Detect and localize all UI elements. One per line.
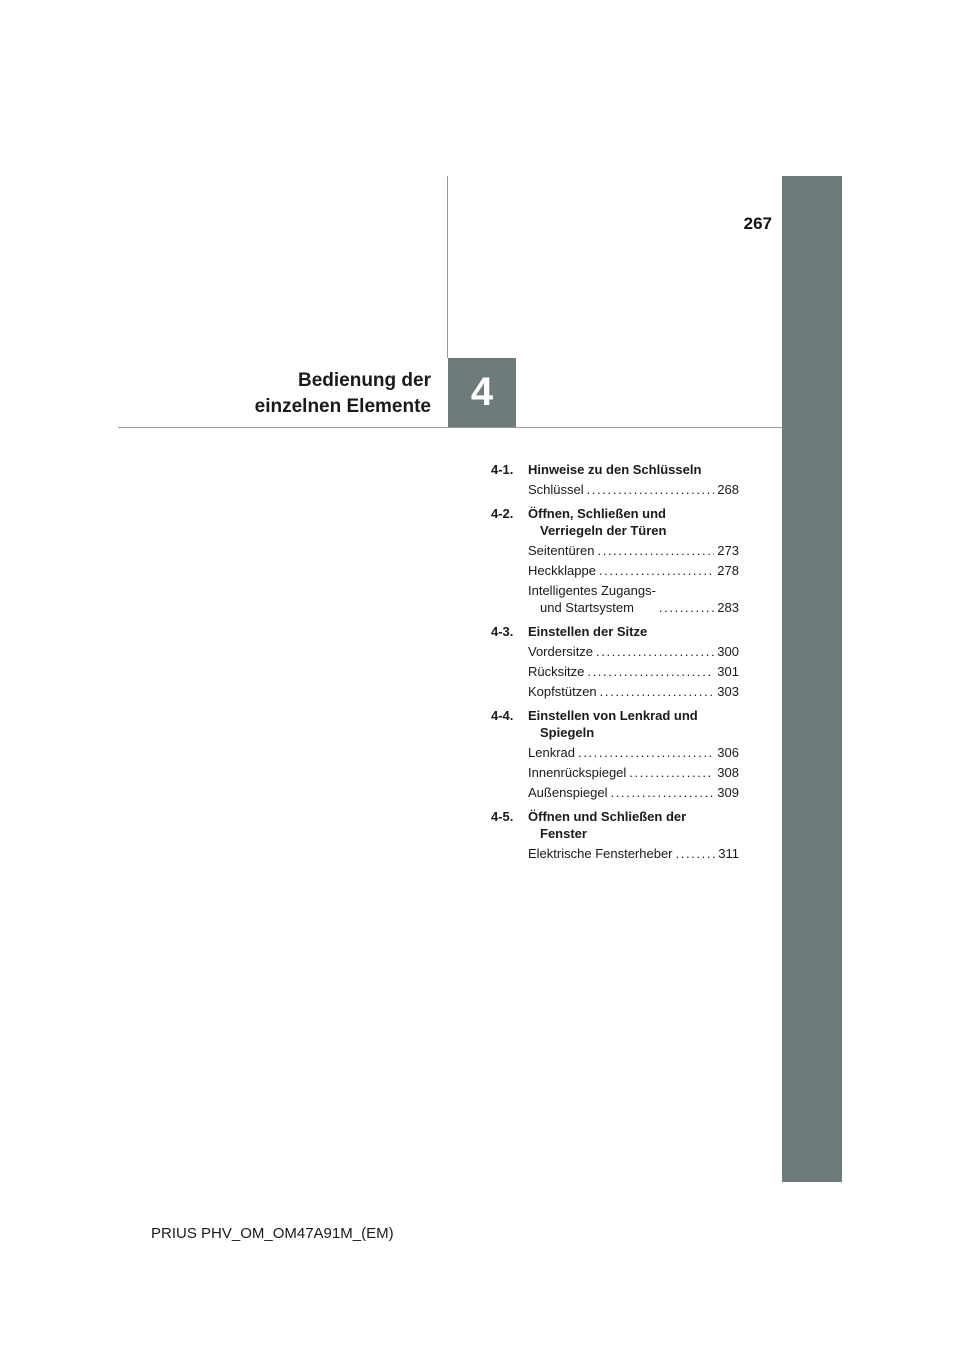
toc-entry-label-line: Heckklappe <box>528 563 596 578</box>
toc-entry-label <box>528 643 593 660</box>
toc-section-number: 4-1. <box>491 462 514 477</box>
toc-section-heading[interactable] <box>491 623 739 640</box>
toc-section-number: 4-4. <box>491 708 514 723</box>
toc-entry-label-line: Elektrische Fensterheber <box>528 846 673 861</box>
chapter-title-line1: Bedienung der <box>297 370 431 391</box>
toc-entry-label-line: Innenrückspiegel <box>528 765 627 780</box>
toc-entry-label-line: Lenkrad <box>528 745 575 760</box>
chapter-title-line2: einzelnen Elemente <box>254 396 431 417</box>
toc-entry-leader-dots <box>587 481 715 498</box>
chapter-title <box>200 368 431 420</box>
toc-entry-label-line: und Startsystem <box>540 600 634 615</box>
toc-section-title-line: Öffnen, Schließen und <box>528 506 666 521</box>
toc-entry-page: 300 <box>717 644 739 659</box>
toc-entry-label-line: Schlüssel <box>528 482 584 497</box>
toc-entry[interactable] <box>528 643 739 660</box>
toc-entry-page: 311 <box>718 846 739 861</box>
toc-section-title <box>528 707 739 741</box>
toc-entry-leader-dots <box>629 764 714 781</box>
toc-section <box>491 461 739 498</box>
toc-section-title <box>528 505 739 539</box>
toc-entry[interactable] <box>528 663 739 680</box>
toc-section-number: 4-5. <box>491 809 514 824</box>
toc-entry[interactable] <box>528 744 739 761</box>
toc-entry-leader-dots <box>600 683 715 700</box>
toc-entry-label-line: Vordersitze <box>528 644 594 659</box>
horizontal-divider <box>118 427 782 428</box>
toc-section-title-line: Öffnen und Schließen der <box>528 809 687 824</box>
toc-entry-label <box>528 582 656 616</box>
toc-entry[interactable] <box>528 784 739 801</box>
toc-entry-label <box>528 663 584 680</box>
toc-section-heading[interactable] <box>491 461 739 478</box>
toc-entry[interactable] <box>528 481 739 498</box>
toc-section <box>491 623 739 700</box>
toc-entry-leader-dots <box>587 663 714 680</box>
toc-entry-page: 306 <box>717 745 739 760</box>
toc-entry-leader-dots <box>676 845 716 862</box>
toc-entry-label <box>528 562 596 579</box>
toc-section-title-line: Einstellen von Lenkrad und <box>528 708 698 723</box>
toc-entry-page: 273 <box>717 543 739 558</box>
toc-entry[interactable] <box>528 845 739 862</box>
toc-entry-leader-dots <box>578 744 714 761</box>
toc-entry-label <box>528 764 626 781</box>
chapter-side-tab <box>782 176 842 1182</box>
toc-entry-label <box>528 683 597 700</box>
toc-entry-page: 283 <box>717 600 739 615</box>
toc-entry-page: 303 <box>717 684 739 699</box>
toc-section-title-line: Einstellen der Sitze <box>528 624 648 639</box>
toc-entry-label <box>528 542 595 559</box>
toc-entry-leader-dots <box>599 562 714 579</box>
table-of-contents <box>491 461 739 869</box>
toc-entry-leader-dots <box>611 784 715 801</box>
toc-entry[interactable] <box>528 764 739 781</box>
toc-entry-label-line: Außenspiegel <box>528 785 608 800</box>
toc-entry-page: 268 <box>717 482 739 497</box>
toc-entry-page: 301 <box>717 664 739 679</box>
toc-entry[interactable] <box>528 542 739 559</box>
chapter-number-box: 4 <box>448 358 516 427</box>
toc-section-heading[interactable] <box>491 707 739 741</box>
toc-entry-label-line: Kopfstützen <box>528 684 597 699</box>
toc-section-title-line: Verriegeln der Türen <box>540 523 667 538</box>
toc-section <box>491 707 739 801</box>
toc-entry-leader-dots <box>598 542 715 559</box>
toc-section <box>491 808 739 862</box>
toc-section-number: 4-3. <box>491 624 514 639</box>
toc-entry-label-line: Seitentüren <box>528 543 595 558</box>
toc-entry[interactable] <box>528 683 739 700</box>
toc-section-title <box>528 808 739 842</box>
toc-entry-page: 309 <box>717 785 739 800</box>
toc-entry-label-line: Intelligentes Zugangs- <box>528 583 656 598</box>
toc-section-title-line: Spiegeln <box>540 725 595 740</box>
toc-section-heading[interactable] <box>491 808 739 842</box>
toc-entry[interactable] <box>528 582 739 616</box>
toc-section-title-line: Hinweise zu den Schlüsseln <box>528 462 702 477</box>
toc-entry-page: 308 <box>717 765 739 780</box>
toc-section-title <box>528 461 739 478</box>
toc-entry-label <box>528 845 673 862</box>
toc-entry-leader-dots <box>659 599 714 616</box>
toc-entry-label <box>528 744 575 761</box>
toc-section-title-line: Fenster <box>540 826 587 841</box>
toc-entry[interactable] <box>528 562 739 579</box>
toc-entry-page: 278 <box>717 563 739 578</box>
toc-entry-label-line: Rücksitze <box>528 664 585 679</box>
page-number: 267 <box>743 214 772 233</box>
toc-entry-leader-dots <box>596 643 714 660</box>
toc-section-heading[interactable] <box>491 505 739 539</box>
toc-entry-label <box>528 481 584 498</box>
toc-section-number: 4-2. <box>491 506 514 521</box>
toc-section-title <box>528 623 739 640</box>
toc-entry-label <box>528 784 608 801</box>
toc-section <box>491 505 739 616</box>
footer-document-code: PRIUS PHV_OM_OM47A91M_(EM) <box>151 1225 394 1242</box>
vertical-divider <box>447 176 448 358</box>
